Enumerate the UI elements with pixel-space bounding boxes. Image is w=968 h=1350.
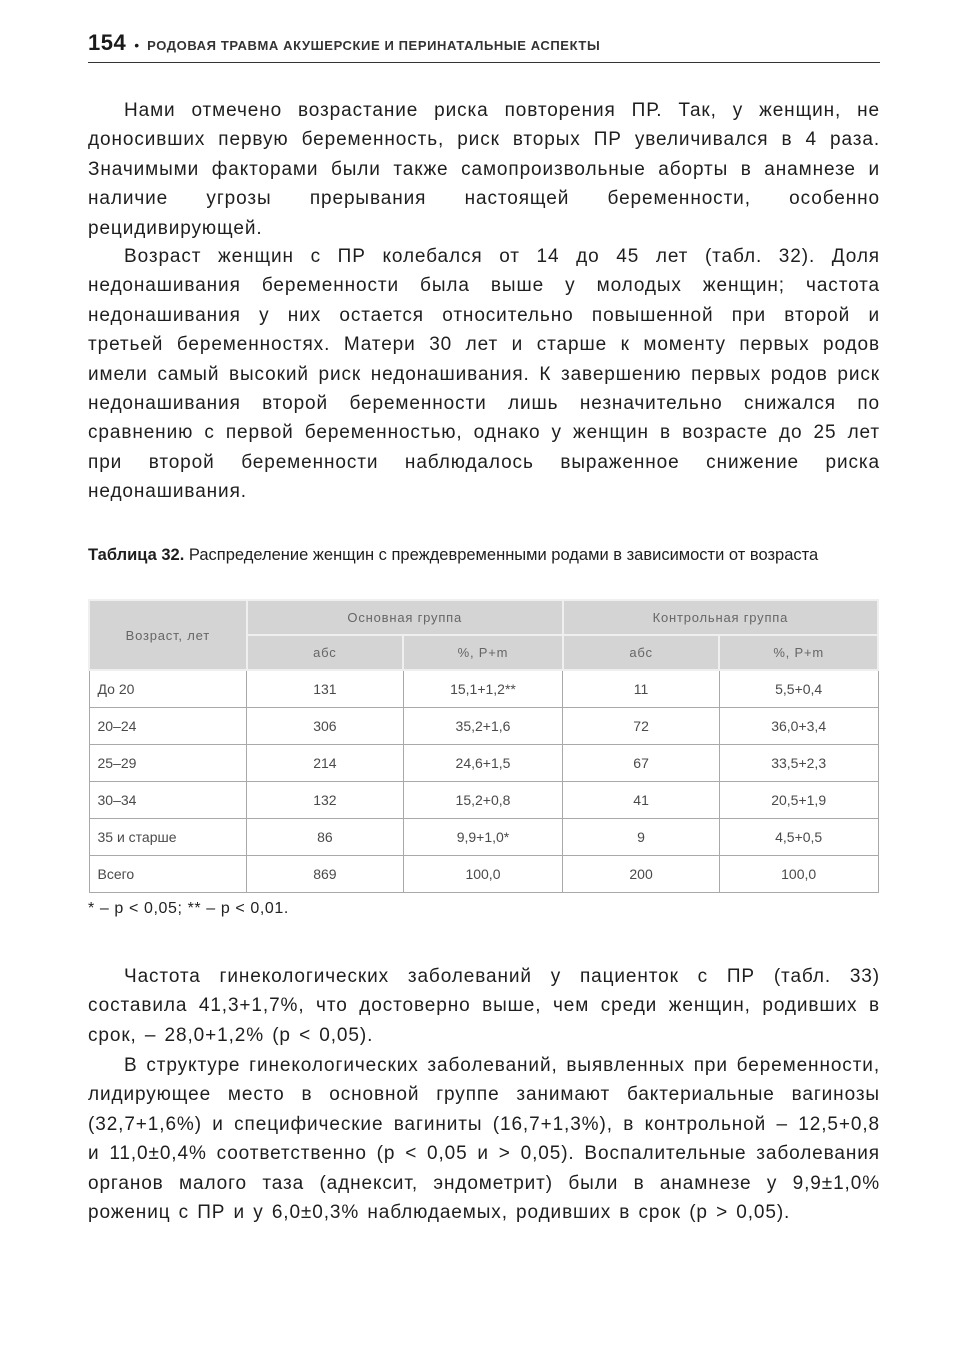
paragraph-2: Возраст женщин с ПР колебался от 14 до 45 лет (табл. 32). Доля недонашивания беременности была выше у молодых женщин; частота недонашивания у них остается относительно повышенной при второй и третьей беременностях. Матери 30 лет и старше к моменту первых родов имели самый высокий риск недонашивания. К завершению первых родов риск недонашивания второй беременности лишь незначительно снижался по сравнению с первой беременностью, однако у женщин в возрасте до 25 лет при второй беременности наблюдалось выраженное снижение риска недонашивания. bbox=[88, 246, 880, 503]
table-row bbox=[89, 745, 878, 782]
cell-main-pct: 35,2+1,6 bbox=[403, 708, 563, 745]
cell-main-pct: 9,9+1,0* bbox=[403, 819, 563, 856]
header-age: Возраст, лет bbox=[89, 600, 247, 670]
header-control-group: Контрольная группа bbox=[563, 600, 878, 635]
cell-ctrl-abs: 200 bbox=[563, 856, 720, 893]
cell-ctrl-abs: 72 bbox=[563, 708, 720, 745]
running-title: РОДОВАЯ ТРАВМА АКУШЕРСКИЕ И ПЕРИНАТАЛЬНЫЕ АСПЕКТЫ bbox=[147, 38, 601, 53]
page-number: 154 bbox=[88, 30, 127, 55]
table-row bbox=[89, 782, 878, 819]
cell-ctrl-abs: 9 bbox=[563, 819, 720, 856]
cell-ctrl-pct: 5,5+0,4 bbox=[719, 670, 878, 708]
header-bullet: • bbox=[134, 37, 140, 53]
cell-main-pct: 15,2+0,8 bbox=[403, 782, 563, 819]
table-caption bbox=[88, 542, 858, 568]
cell-main-abs: 132 bbox=[247, 782, 404, 819]
cell-ctrl-abs: 11 bbox=[563, 670, 720, 708]
cell-ctrl-pct: 36,0+3,4 bbox=[719, 708, 878, 745]
paragraph-4: В структуре гинекологических заболеваний, выявленных при беременности, лидирующее место в основной группе занимают бактериальные вагинозы (32,7+1,6%) и специфические вагиниты (16,7+1,3%), в контрольной – 12,5+0,8 и 11,0±0,4% соответственно (p < 0,05 и > 0,05). Воспалительные заболевания органов малого таза (аднексит, эндометрит) были в анамнезе у 9,9±1,0% рожениц с ПР и у 6,0±0,3% наблюдаемых, родивших в срок (p > 0,05). bbox=[88, 1055, 880, 1224]
table-row bbox=[89, 670, 878, 708]
cell-age: 20–24 bbox=[89, 708, 247, 745]
table-row bbox=[89, 708, 878, 745]
table-row bbox=[89, 856, 878, 893]
cell-age: 25–29 bbox=[89, 745, 247, 782]
cell-main-abs: 306 bbox=[247, 708, 404, 745]
cell-age: Всего bbox=[89, 856, 247, 893]
cell-ctrl-pct: 100,0 bbox=[719, 856, 878, 893]
cell-main-pct: 15,1+1,2** bbox=[403, 670, 563, 708]
table-caption-text: Распределение женщин с преждевременными родами в зависимости от возраста bbox=[188, 546, 819, 564]
header-main-abs: абс bbox=[247, 635, 404, 670]
header-main-group: Основная группа bbox=[247, 600, 563, 635]
cell-ctrl-abs: 41 bbox=[563, 782, 720, 819]
cell-main-pct: 100,0 bbox=[403, 856, 563, 893]
paragraph-3: Частота гинекологических заболеваний у пациенток с ПР (табл. 33) составила 41,3+1,7%, что достоверно выше, чем среди женщин, родивших в срок, – 28,0+1,2% (p < 0,05). bbox=[88, 966, 880, 1046]
header-ctrl-pct: %, P+m bbox=[719, 635, 878, 670]
cell-age: 35 и старше bbox=[89, 819, 247, 856]
cell-ctrl-abs: 67 bbox=[563, 745, 720, 782]
table-caption-label: Таблица 32. bbox=[88, 546, 185, 564]
header-ctrl-abs: абс bbox=[563, 635, 720, 670]
cell-ctrl-pct: 20,5+1,9 bbox=[719, 782, 878, 819]
paragraph-1: Нами отмечено возрастание риска повторения ПР. Так, у женщин, не доносивших первую беременность, риск вторых ПР увеличивался в 4 раза. Значимыми факторами были также самопроизвольные аборты в анамнезе и наличие угрозы прерывания настоящей беременности, особенно рецидивирующей. bbox=[88, 100, 880, 239]
table-footnote: * – p < 0,05; ** – p < 0,01. bbox=[88, 900, 289, 917]
cell-main-abs: 869 bbox=[247, 856, 404, 893]
cell-main-pct: 24,6+1,5 bbox=[403, 745, 563, 782]
running-header bbox=[88, 30, 880, 63]
cell-main-abs: 131 bbox=[247, 670, 404, 708]
cell-age: До 20 bbox=[89, 670, 247, 708]
cell-age: 30–34 bbox=[89, 782, 247, 819]
cell-ctrl-pct: 4,5+0,5 bbox=[719, 819, 878, 856]
age-distribution-table bbox=[88, 599, 879, 893]
header-main-pct: %, P+m bbox=[403, 635, 563, 670]
cell-main-abs: 214 bbox=[247, 745, 404, 782]
cell-main-abs: 86 bbox=[247, 819, 404, 856]
table-row bbox=[89, 819, 878, 856]
cell-ctrl-pct: 33,5+2,3 bbox=[719, 745, 878, 782]
